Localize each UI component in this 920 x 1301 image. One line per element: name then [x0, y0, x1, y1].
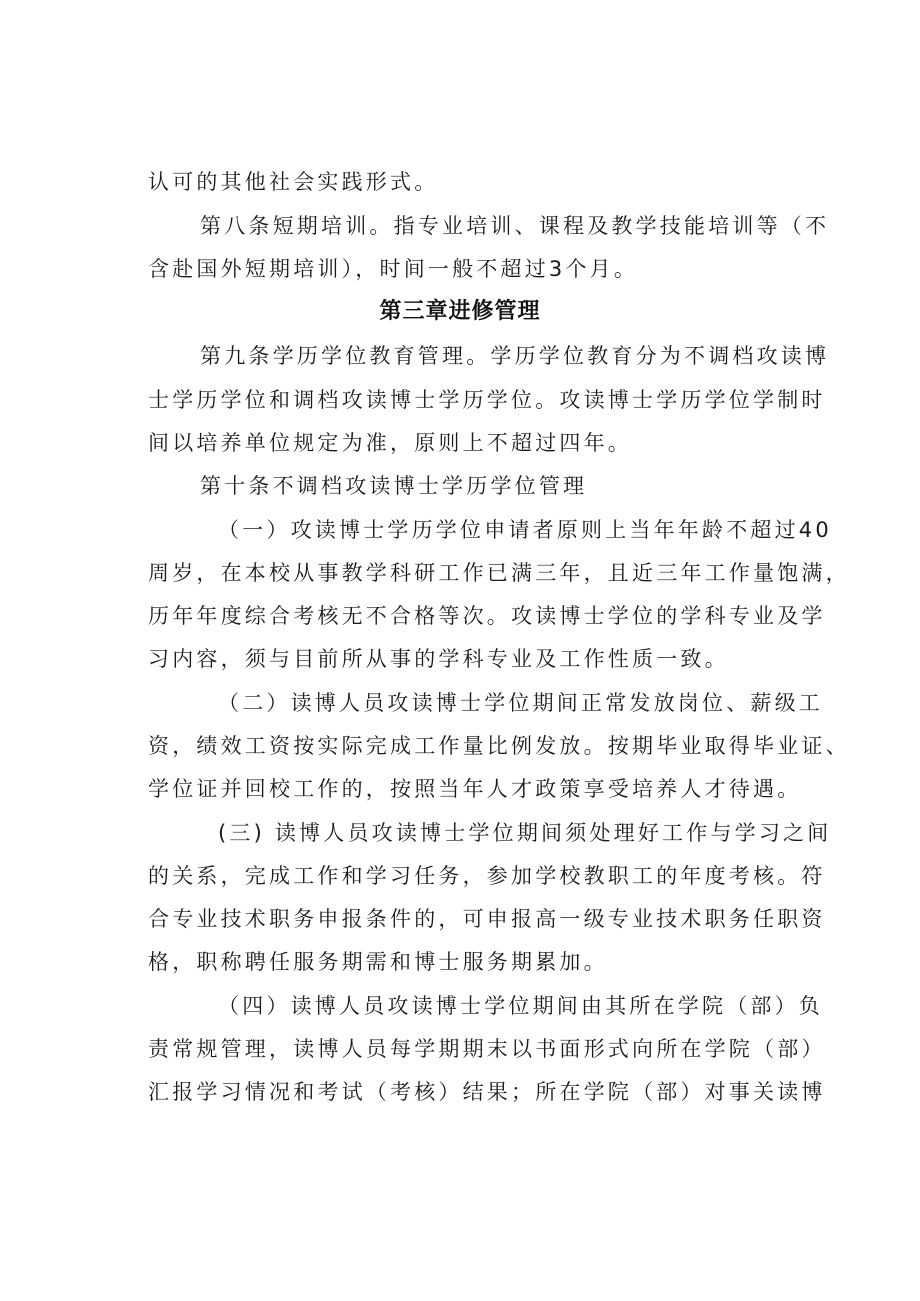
clause-1-line-4: 习内容，须与目前所从事的学科专业及工作性质一致。	[148, 647, 729, 671]
article-8-line-1: 第八条短期培训。指专业培训、课程及教学技能培训等（不	[200, 214, 830, 238]
article-9-line-2: 士学历学位和调档攻读博士学历学位。攻读博士学历学位学制时	[148, 388, 826, 412]
clause-4-line-1: （四）读博人员攻读博士学位期间由其所在学院（部）负	[218, 994, 823, 1018]
clause-3-line-4: 格，职称聘任服务期需和博士服务期累加。	[148, 950, 608, 974]
clause-3-line-2: 的关系，完成工作和学习任务，参加学校教职工的年度考核。符	[148, 864, 826, 888]
article-9-line-3: 间以培养单位规定为准，原则上不超过四年。	[148, 431, 632, 455]
clause-2-line-2: 资，绩效工资按实际完成工作量比例发放。按期毕业取得毕业证、	[148, 734, 850, 758]
clause-1-line-2: 周岁，在本校从事教学科研工作已满三年，且近三年工作量饱满，	[148, 561, 850, 585]
text-line-1: 认可的其他社会实践形式。	[148, 170, 439, 194]
clause-4-line-2: 责常规管理，读博人员每学期期末以书面形式向所在学院（部）	[148, 1037, 826, 1061]
chapter-heading: 第三章进修管理	[379, 299, 541, 324]
clause-2-line-3: 学位证并回校工作的，按照当年人才政策享受培养人才待遇。	[148, 777, 802, 801]
article-8-line-2: 含赴国外短期培训），时间一般不超过3个月。	[148, 257, 639, 281]
article-9-line-1: 第九条学历学位教育管理。学历学位教育分为不调档攻读博	[200, 344, 830, 368]
clause-2-line-1: （二）读博人员攻读博士学位期间正常发放岗位、薪级工	[218, 691, 823, 715]
clause-3-line-1: (三) 读博人员攻读博士学位期间须处理好工作与学习之间	[218, 821, 832, 845]
clause-1-line-1: （一）攻读博士学历学位申请者原则上当年年龄不超过40	[218, 518, 832, 542]
clause-3-line-3: 合专业技术职务申报条件的，可申报高一级专业技术职务任职资	[148, 907, 826, 931]
article-10-title: 第十条不调档攻读博士学历学位管理	[200, 474, 588, 498]
clause-4-line-3: 汇报学习情况和考试（考核）结果；所在学院（部）对事关读博	[148, 1080, 826, 1104]
clause-1-line-3: 历年年度综合考核无不合格等次。攻读博士学位的学科专业及学	[148, 604, 826, 628]
